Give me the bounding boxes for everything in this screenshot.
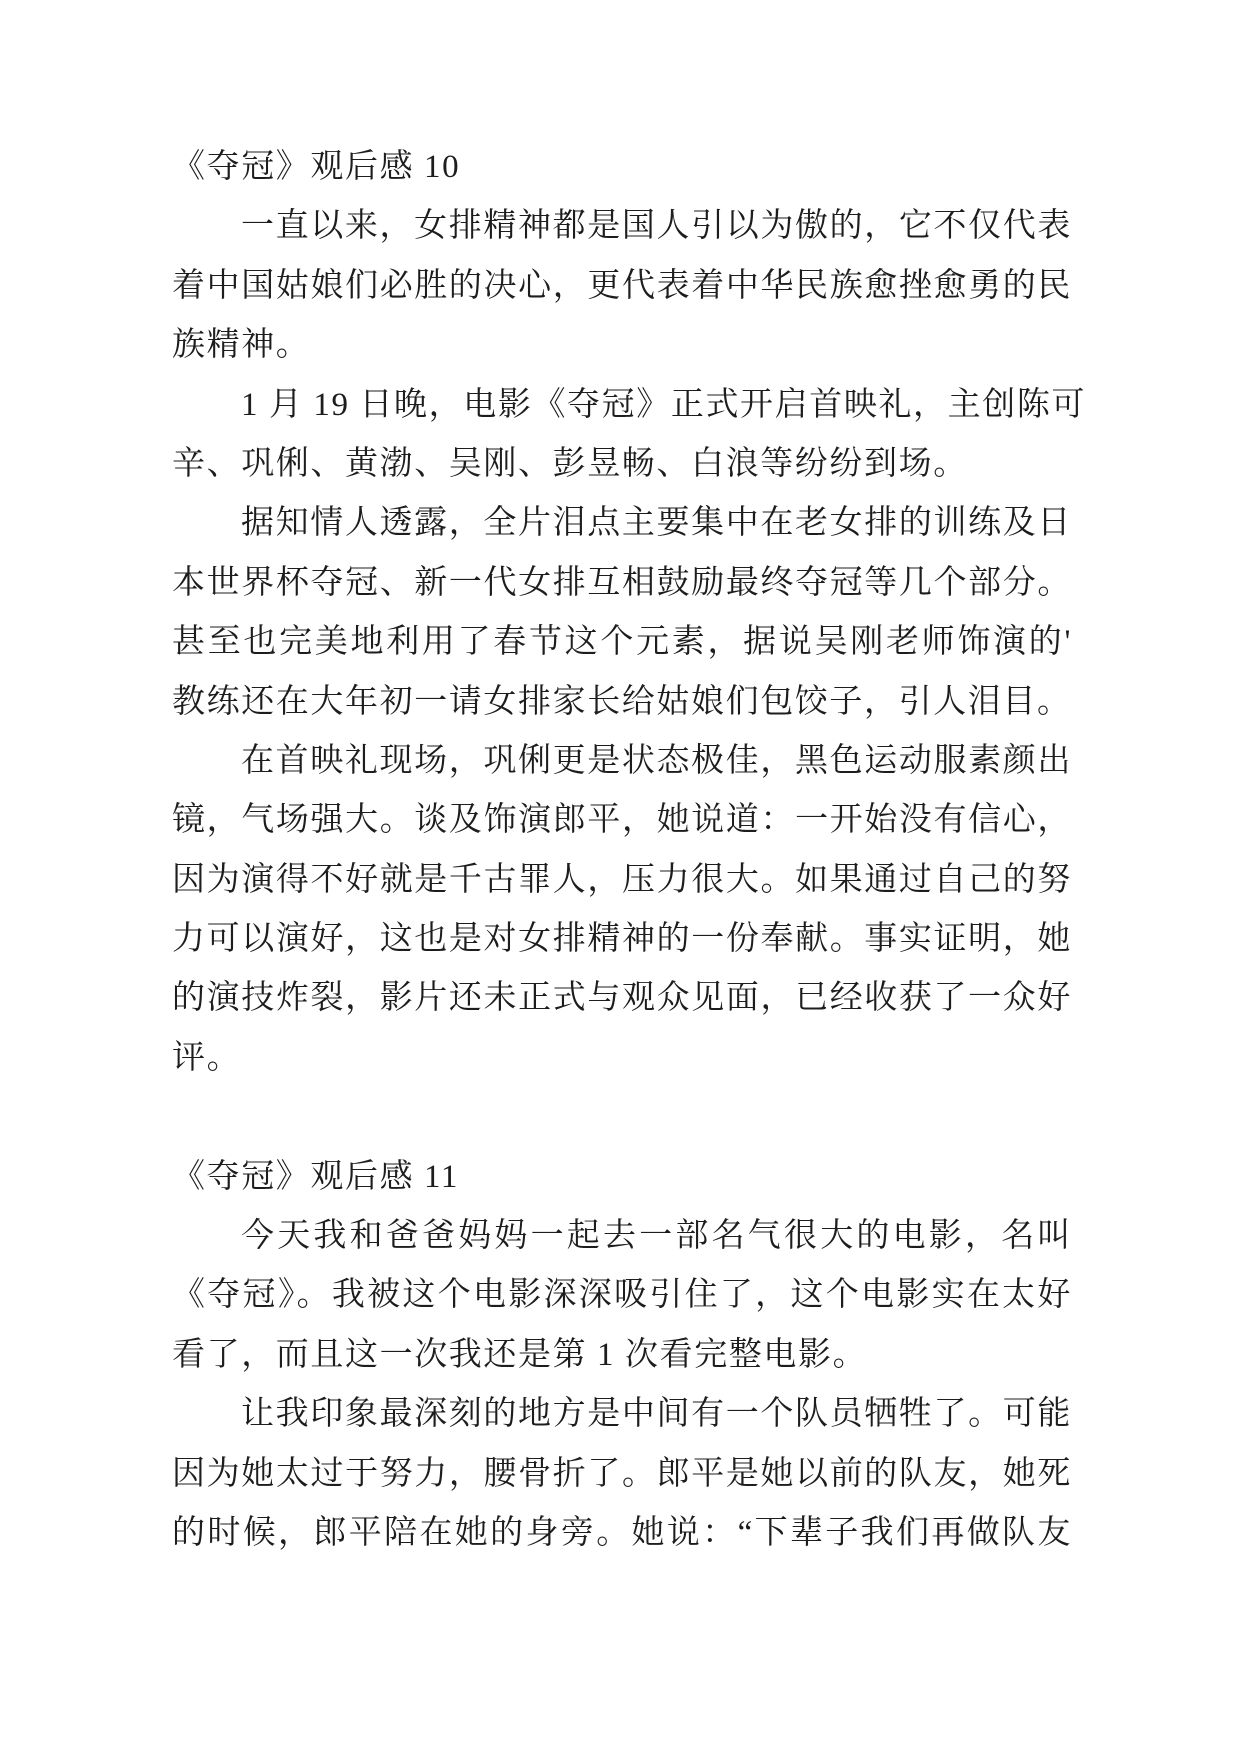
text-line: 力可以演好，这也是对女排精神的一份奉献。事实证明，她 <box>172 921 1072 958</box>
text-line: 在首映礼现场，巩俐更是状态极佳，黑色运动服素颜出 <box>241 742 1072 779</box>
text-line: 让我印象最深刻的地方是中间有一个队员牺牲了。可能 <box>241 1396 1072 1433</box>
text-line: 评。 <box>172 1039 242 1076</box>
text-line: 看了，而且这一次我还是第 1 次看完整电影。 <box>172 1336 868 1373</box>
text-line: 甚至也完美地利用了春节这个元素，据说吴刚老师饰演的' <box>172 624 1072 661</box>
text-line: 据知情人透露，全片泪点主要集中在老女排的训练及日 <box>241 505 1072 542</box>
text-line: 因为她太过于努力，腰骨折了。郎平是她以前的队友，她死 <box>172 1455 1072 1492</box>
blank-line <box>172 1088 1072 1147</box>
text-line: 本世界杯夺冠、新一代女排互相鼓励最终夺冠等几个部分。 <box>172 564 1072 601</box>
text-line: 教练还在大年初一请女排家长给姑娘们包饺子，引人泪目。 <box>172 683 1072 720</box>
text-line: 今天我和爸爸妈妈一起去一部名气很大的电影，名叫 <box>241 1218 1072 1255</box>
text-line: 一直以来，女排精神都是国人引以为傲的，它不仅代表 <box>241 208 1072 245</box>
text-line: 的时候，郎平陪在她的身旁。她说：“下辈子我们再做队友 <box>172 1514 1072 1551</box>
text-line: 辛、巩俐、黄渤、吴刚、彭昱畅、白浪等纷纷到场。 <box>172 445 968 482</box>
text-line: 因为演得不好就是千古罪人，压力很大。如果通过自己的努 <box>172 861 1072 898</box>
text-line: 《夺冠》。我被这个电影深深吸引住了，这个电影实在太好 <box>172 1277 1072 1314</box>
section-heading: 《夺冠》观后感 10 <box>172 149 461 185</box>
text-line: 着中国姑娘们必胜的决心，更代表着中华民族愈挫愈勇的民 <box>172 267 1072 304</box>
text-line: 1 月 19 日晚，电影《夺冠》正式开启首映礼，主创陈可 <box>241 386 1087 423</box>
text-line: 的演技炸裂，影片还未正式与观众见面，已经收获了一众好 <box>172 980 1072 1017</box>
section-heading: 《夺冠》观后感 11 <box>172 1158 460 1195</box>
text-line: 族精神。 <box>172 327 311 364</box>
document-text <box>172 138 1087 1563</box>
text-line: 镜，气场强大。谈及饰演郎平，她说道：一开始没有信心， <box>172 802 1072 839</box>
